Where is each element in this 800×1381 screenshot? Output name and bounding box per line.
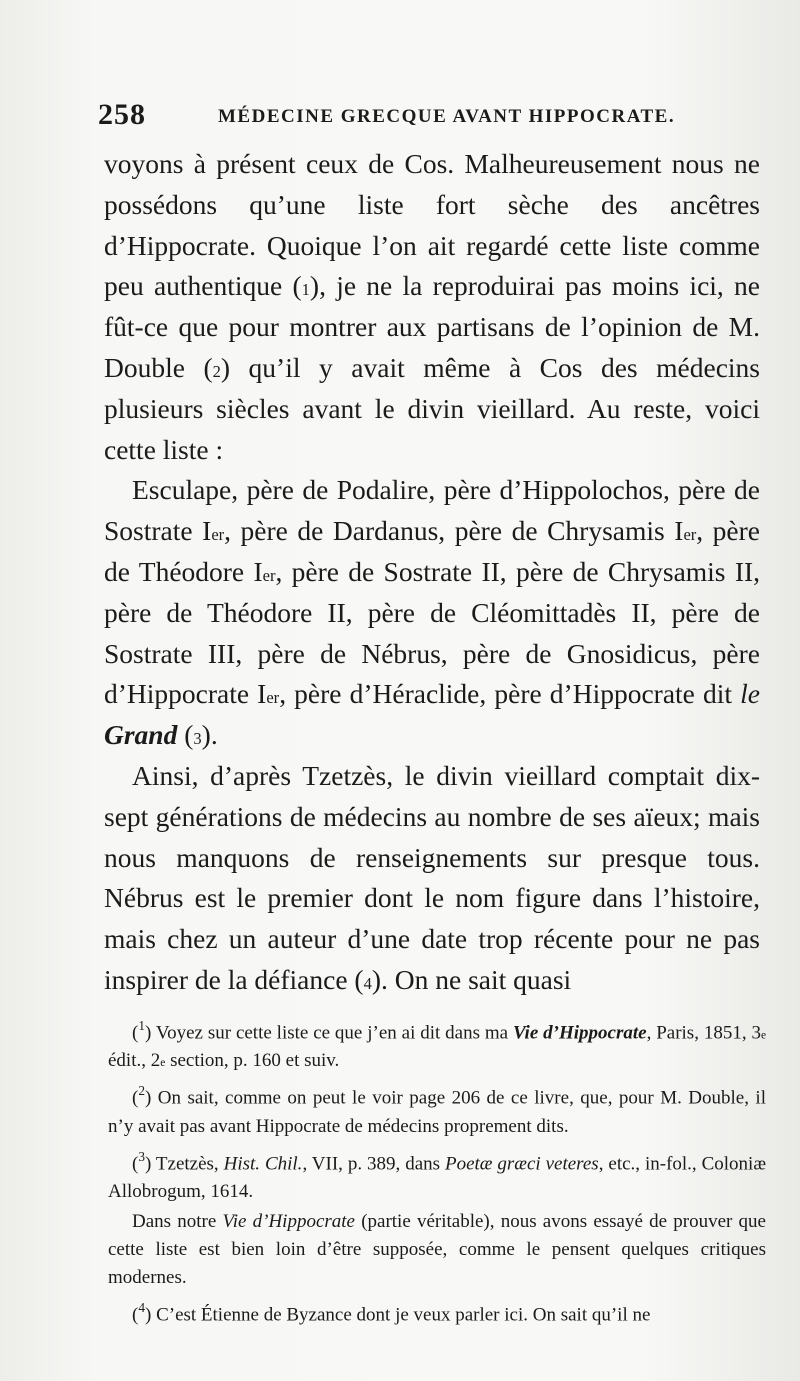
footnote-4: ($^4$) C’est Étienne de Byzance dont je veux parler ici. On sait qu’il ne [132, 1300, 651, 1326]
footnote-3-continued: Dans notre Vie d’Hippocrate (partie véritable), nous avons essayé de prouver que cette liste est bien loin d’être supposée, comme le pensent quelques critiques modernes. [108, 1211, 766, 1289]
footnote-ref-2: 2 [212, 361, 221, 381]
page-number: 258 [98, 98, 146, 131]
running-title: MÉDECINE GRECQUE AVANT HIPPOCRATE. [218, 106, 676, 127]
footnote-ref-3: 3 [193, 729, 202, 749]
page-header [98, 98, 758, 134]
paragraph-3: Ainsi, d’après Tzetzès, le divin vieillard comptait dix-sept générations de médecins au nombre de ses aïeux; mais nous manquons de renseignements sur presque tous. Nébrus est le premier dont le nom figure dans l’histoire, mais chez un auteur d’une date trop récente pour ne pas inspirer de la défiance ($^4$). On ne sait quasi [104, 759, 760, 995]
footnote-1: ($^1$) Voyez sur cette liste ce que j’en ai dit dans ma Vie d’Hippocrate, Paris, 1851, 3e édit., 2e section, p. 160 et suiv. [108, 1018, 767, 1072]
footnote-3: ($^3$) Tzetzès, Hist. Chil., VII, p. 389, dans Poetæ græci veteres, etc., in-fol., Coloniæ Allobrogum, 1614. [108, 1148, 767, 1203]
footnote-ref-1: 1 [301, 280, 310, 300]
paragraph-2: Esculape, père de Podalire, père d’Hippolochos, père de Sostrate Ier, père de Dardanus, père de Chrysamis Ier, père de Théodore Ier, père de Sostrate II, père de Chrysamis II, père de Théodore II, père de Cléomittadès II, père de Sostrate III, père de Nébrus, père de Gnosidicus, père d’Hippocrate Ier, père d’Héraclide, père d’Hippocrate dit le Grand ($^3$). [104, 474, 761, 751]
paragraph-1: voyons à présent ceux de Cos. Malheureusement nous ne possédons qu’une liste fort sèche des ancêtres d’Hippocrate. Quoique l’on ait regardé cette liste comme peu authentique ($^1$), je ne la reproduirai pas moins ici, ne fût-ce que pour montrer aux partisans de l’opinion de M. Double ($^2$) qu’il y avait même à Cos des médecins plusieurs siècles avant le divin vieillard. Au reste, voici cette liste : [104, 148, 761, 465]
main-text [104, 144, 760, 1001]
footnotes [108, 1012, 766, 1332]
footnote-ref-4: 4 [363, 973, 372, 993]
footnote-2: ($^2$) On sait, comme on peut le voir page 206 de ce livre, que, pour M. Double, il n’y avait pas avant Hippocrate de médecins proprement dits. [108, 1083, 766, 1137]
